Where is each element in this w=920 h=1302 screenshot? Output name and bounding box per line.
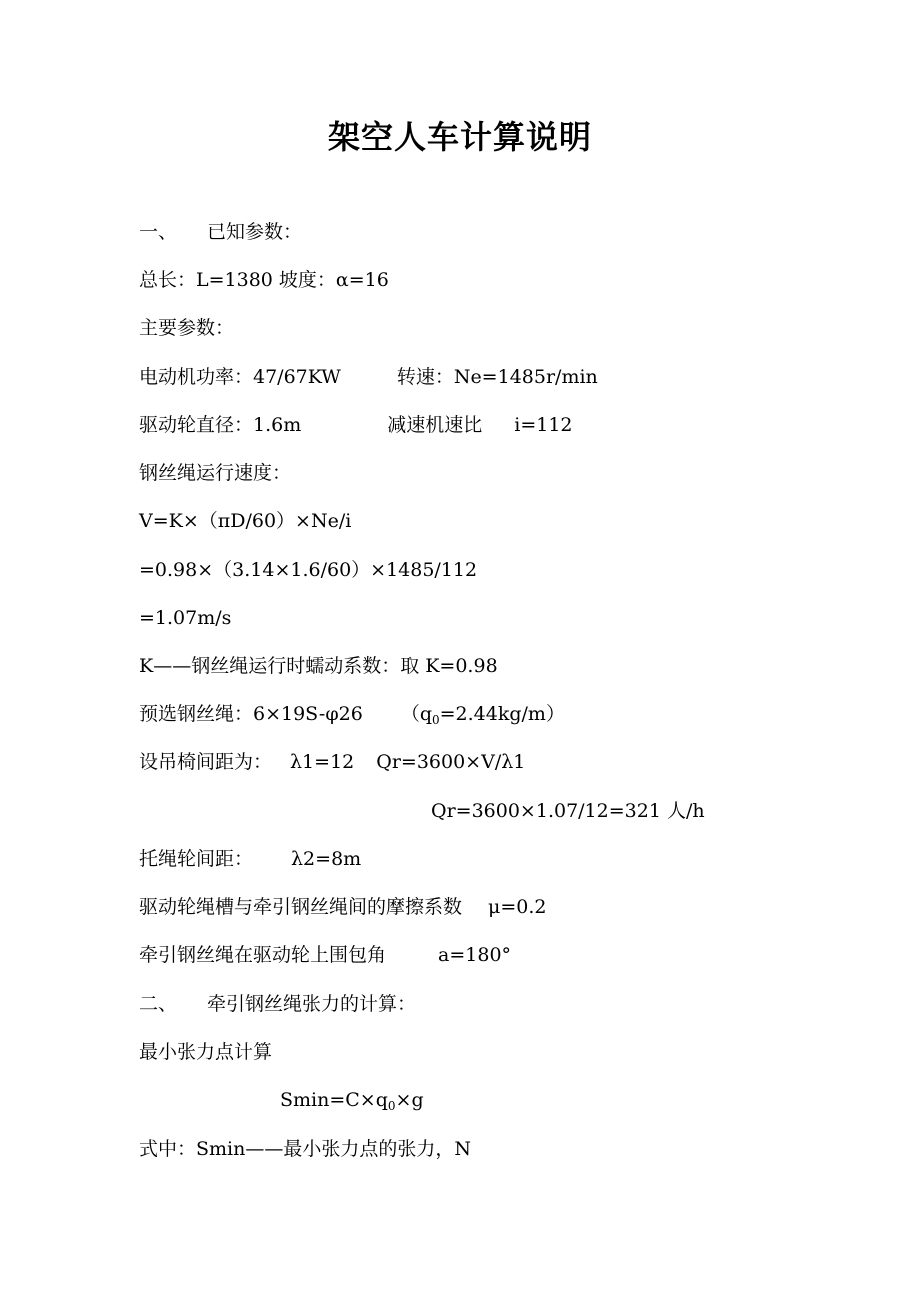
section-two-number: 二、 bbox=[139, 993, 178, 1015]
friction-line bbox=[139, 895, 547, 919]
friction-label: 驱动轮绳槽与牵引钢丝绳间的摩擦系数 bbox=[139, 896, 463, 918]
velocity-result: =1.07m/s bbox=[139, 607, 232, 629]
capacity-formula: Qr=3600×V/λ1 bbox=[376, 751, 526, 773]
chair-spacing-line bbox=[139, 750, 525, 774]
velocity-formula: V=K×（πD/60）×Ne/i bbox=[139, 510, 352, 532]
friction-value: μ=0.2 bbox=[488, 896, 547, 918]
rope-selection-line bbox=[139, 702, 565, 732]
velocity-calculation: =0.98×（3.14×1.6/60）×1485/112 bbox=[139, 559, 478, 581]
idler-spacing-value: λ2=8m bbox=[291, 848, 362, 870]
min-tension-formula bbox=[280, 1088, 424, 1118]
rope-speed-title: 钢丝绳运行速度： bbox=[139, 462, 292, 484]
motor-power: 电动机功率：47/67KW bbox=[139, 366, 341, 388]
document-title: 架空人车计算说明 bbox=[327, 118, 592, 156]
total-length-line: 总长：L=1380 坡度：α=16 bbox=[139, 269, 389, 291]
reducer-ratio-label: 减速机速比 bbox=[387, 414, 483, 436]
idler-spacing-line bbox=[139, 847, 361, 871]
min-tension-formula-subscript: 0 bbox=[387, 1099, 396, 1113]
capacity-result: Qr=3600×1.07/12=321 人/h bbox=[431, 800, 705, 822]
rope-selection-label: 预选钢丝绳：6×19S-φ26 bbox=[139, 703, 363, 725]
min-tension-formula-prefix: Smin=C×q bbox=[280, 1089, 388, 1111]
wrap-angle-label: 牵引钢丝绳在驱动轮上围包角 bbox=[139, 944, 387, 966]
min-tension-formula-suffix: ×g bbox=[395, 1089, 424, 1111]
wrap-angle-value: a=180° bbox=[438, 944, 512, 966]
chair-spacing-label: 设吊椅间距为： bbox=[139, 751, 273, 773]
motor-line bbox=[139, 365, 598, 389]
chair-spacing-lambda: λ1=12 bbox=[290, 751, 355, 773]
k-coefficient-note: K——钢丝绳运行时蠕动系数：取 K=0.98 bbox=[139, 655, 498, 677]
rope-weight-subscript: 0 bbox=[431, 713, 440, 727]
section-one-number: 一、 bbox=[139, 221, 178, 243]
idler-spacing-label: 托绳轮间距： bbox=[139, 848, 254, 870]
section-two-text: 牵引钢丝绳张力的计算： bbox=[207, 993, 417, 1015]
main-params-label: 主要参数： bbox=[139, 317, 235, 339]
section-one-heading bbox=[139, 220, 302, 244]
min-tension-title: 最小张力点计算 bbox=[139, 1041, 273, 1063]
min-tension-note: 式中：Smin——最小张力点的张力，N bbox=[139, 1138, 471, 1160]
rope-weight-prefix: （q bbox=[400, 703, 432, 725]
motor-speed: 转速：Ne=1485r/min bbox=[396, 366, 598, 388]
section-one-text: 已知参数： bbox=[207, 221, 303, 243]
reducer-ratio-value: i=112 bbox=[514, 414, 573, 436]
drive-wheel-line bbox=[139, 413, 573, 437]
wrap-angle-line bbox=[139, 943, 511, 967]
drive-wheel-diameter: 驱动轮直径：1.6m bbox=[139, 414, 302, 436]
section-two-heading bbox=[139, 992, 416, 1016]
rope-weight-suffix: =2.44kg/m） bbox=[439, 703, 565, 725]
